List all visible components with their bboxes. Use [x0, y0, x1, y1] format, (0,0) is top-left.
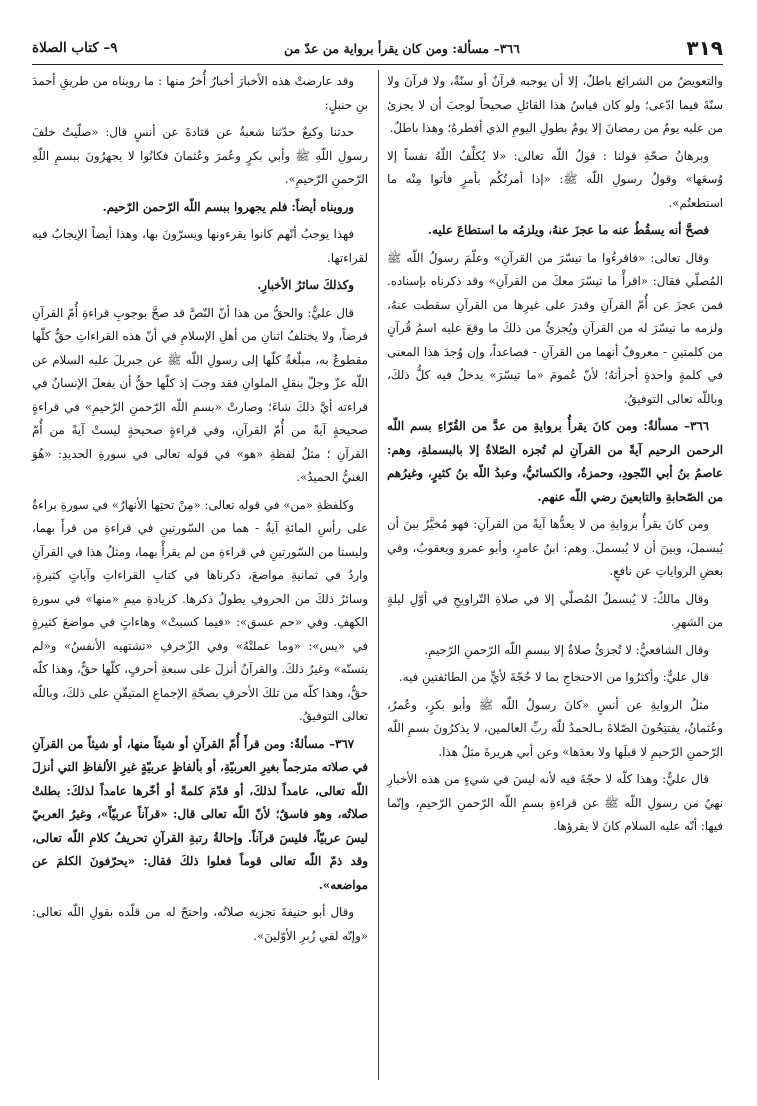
page-number: ٣١٩: [686, 36, 723, 60]
paragraph: وقال أبو حنيفةَ تجزيه صلاتُه، واحتجّ له من قلّده بقولِ اللّه تعالى: «وإنّه لفي زُبرِ الأوّلينَ».: [32, 905, 368, 943]
issue-heading-367: ٣٦٧– مسألةٌ: ومن قرأَ أُمّ القرآنِ أو شيئاً منها، أو شيئاً من القرآنِ في صلاته مترجماً بغيرِ العربيّةِ، أو بألفاظٍ عربيّةٍ غيرِ الألفاظِ التي أنزلَ اللّه تعالى، عامداً لذلكَ، أو قدّمَ كلمةً أو أخّرها عامداً لذلكَ: بطلتْ صلاتُه، وهو فاسقٌ؛ لأنّ اللّه تعالى قال: «قرآناً عربيّاً»، وغيرُ العربيّ ليسَ عربيّاً، فليسَ قرآناً. وإحالةُ رتبةِ القرآنِ تحريفُ كلامِ اللّه تعالى، وقد ذمّ اللّه تعالى قوماً فعلوا ذلكَ فقال: «يحرّفونَ الكلمَ عن مواضعه».: [32, 736, 368, 892]
paragraph: وقال مالكٌ: لا يُبسملُ المُصلّي إلا في صلاةِ التّراويحِ في أوّلِ ليلةٍ من الشهرِ.: [387, 591, 723, 629]
paragraph: وقد عارضتْ هذه الأخبارَ أخبارٌ أُخرُ منها : ما رويناه من طريقِ أحمدَ بنِ حنبلٍ:: [32, 74, 368, 112]
paragraph: فصحَّ أنه يسقُطُ عنه ما عجزَ عنهُ، ويلزمُه ما استطاعَ عليه.: [427, 223, 709, 237]
paragraph: قال عليٌّ: وأكثرُوا من الاحتجاجِ بما لا حُجّةَ لأيٍّ من الطائفتينِ فيه.: [398, 670, 709, 684]
paragraph: وكذلكَ سائرُ الأخبارِ.: [257, 278, 354, 292]
column-divider: [378, 70, 379, 1080]
paragraph: وقال تعالى: «فاقرءُوا ما تيسّرَ من القرآنِ» وعلّمَ رسولُ اللّه ﷺ المُصلّي فقال: «اقرأْ ما تيسّرَ معكَ من القرآنِ» وقد ذكرناه بإسناده. فمن عجزَ عن أُمّ القرآنِ وقدرَ على غيرِها من القرآنِ سقطت عنهُ، ولزمه ما تيسّرَ له من القرآنِ ويُجزئُ من ذلكَ ما وقعَ عليه اسمُ قُرآنٍ من كلمتينِ - معروفٌ أنهما من القرآنِ - فصاعداً، وإن وُجدَ هذا المعنى في كلمةٍ واحدةٍ أجزأتهُ؛ لأنّ عُمومَ «ما تيسّرَ» يدخلُ فيه كلُّ ذلكَ، وباللّه تعالى التوفيقُ.: [387, 250, 723, 406]
page-header: [32, 34, 723, 62]
running-title: ٣٦٦– مسألة: ومن كان يقرأ برواية من عدّ من: [283, 40, 520, 56]
paragraph: ورويناه أيضاً: فلم يجهروا ببسم اللّه الرّحمن الرّحيم.: [102, 199, 354, 214]
paragraph: والتعويضُ من الشرائع باطلٌ، إلا أن يوجبه قرآنٌ أو سنّةٌ، ولا قرآنَ ولا سنّةَ فيما ادّعى؛ ولو كان قياسُ هذا القائلِ صحيحاً لوجبَ أن لا يجزئ من عليه يومٌ من رمضانَ إلا يومٌ بطولِ اليومِ الذي أفطرهُ؛ وهذا باطلٌ.: [387, 74, 723, 135]
paragraph: قال عليٌّ: وهذا كلّه لا حجّةَ فيه لأنه ليسَ في شيءٍ من هذه الأخبارِ نهيٌ من رسولِ اللّه ﷺ عن قراءةِ بسمِ اللّه الرّحمنِ الرّحيمِ، وإنّما فيها: أنّه عليه السلام كانَ لا يقرؤها.: [387, 772, 723, 833]
paragraph: وقال الشافعيُّ: لا تُجزئُ صلاةٌ إلا ببسمِ اللّه الرّحمنِ الرّحيمِ.: [424, 642, 709, 657]
chapter-title: ٩– كتاب الصلاة: [32, 40, 118, 56]
paragraph: وبرهانُ صحّةِ قولنا : قولُ اللّه تعالى: «لا يُكلِّفُ اللّهُ نفساً إلا وُسعَها» وقولُ رسولِ اللّه ﷺ: «إذا أمرتُكُم بأمرٍ فأتوا مِنْه ما استطعتُم».: [387, 148, 723, 210]
paragraph: مثلُ الروايةِ عن أنسٍ «كانَ رسولُ اللّه ﷺ وأبو بكرٍ، وعُمرُ، وعُثمانُ، يفتتِحُونَ الصّلاةَ بـالحمدُ للّه ربِّ العالمين، لا يذكرُونَ بسمِ اللّه الرّحمنِ الرّحيمِ لا قبلَها ولا بعدَها» وعن أبي هريرةَ مثلُ هذا.: [387, 697, 723, 759]
right-column: [387, 70, 723, 843]
paragraph: وكلفظةِ «من» في قوله تعالى: «مِنْ تحتِها الأنهارُ» في سورةِ براءةٌ على رأسِ المائةِ آيةٌ - هما من السّورتينِ في قراءةِ من قرأَ بهما، وليستا من السّورتينِ في قراءةِ من لم يقرأْ بهما، ومثلُ هذا في القرآنِ واردٌ في ثمانيةِ مواضعَ، ذكرناها في كتابِ القراءاتِ وآياتٍ كثيرةٍ، وسائرُ ذلكَ من الحروفِ يطولُ ذكرها. كزيادةِ ميمِ «منها» في سورةِ الكهفِ. وفي «حم عسق»: «فيما كسبتْ» وهاءاتٍ في مواضعَ كثيرةٍ في «يس»: «وما عملتْهُ» وفي الزّخرفِ «تشتهيه الأنفسُ» و«لم يتسنّه» وغيرُ ذلكَ. والقرآنُ أنزلَ على سبعةِ أحرفٍ، كلّها حقٌّ، وهذا كلّه حقٌّ، وهذا كلّه من تلكَ الأحرفِ بصحّةِ الإجماعِ المتيقّنِ على ذلكَ، وباللّه تعالى التوفيقُ.: [32, 497, 368, 723]
header-rule: [32, 64, 723, 65]
paragraph: قال عليٌّ: والحقُّ من هذا أنّ النّصَّ قد صحَّ بوجوبِ قراءةِ أُمّ القرآنِ فرضاً، ولا يختلفُ اثنانِ من أهلِ الإسلامِ في أنّ هذه القراءاتِ حقٌّ كلّها مقطوعٌ به، مبلّغةٌ كلّها إلى رسولِ اللّه ﷺ عن جبريلَ عليه السلام عن اللّه عزّ وجلّ بنقلِ الملوانِ فقد وجبَ إذ كلّها حقٌّ أن يفعلَ الإنسانُ في قراءته أيَّ ذلكَ شاءَ؛ وصارتْ «بسمِ اللّه الرّحمنِ الرّحيمِ» في قراءةٍ صحيحةٍ آيةً من أُمّ القرآنِ، وفي قراءةٍ صحيحةٍ ليستْ آيةً من أُمّ القرآنِ ؛ مثلُ لفظةِ «هو» في قوله تعالى في سورةِ الحديدِ: «هُوَ الغنيُّ الحميدُ».: [32, 305, 368, 484]
paragraph: ومن كانَ يقرأُ بروايةِ من لا يعدُّها آيةً من القرآنِ: فهو مُخيَّرٌ بينَ أن يُبسملَ، وبينَ أن لا يُبسملَ. وهم: ابنُ عامرٍ، وأبو عمرو ويعقوبُ، وفي بعضِ الرواياتِ عن نافعٍ.: [387, 517, 723, 578]
paragraph: حدثنا وكيعٌ حدّثنا شعبةُ عن قتادةَ عن أنسٍ قال: «صلّيتُ خلفَ رسولِ اللّهِ ﷺ وأبي بكرٍ وعُمرَ وعُثمانَ فكانُوا لا يجهرُونَ ببسمِ اللّهِ الرّحمنِ الرّحيمِ».: [32, 125, 368, 186]
issue-heading-366: ٣٦٦– مسألةٌ: ومن كانَ يقرأُ بروايةِ من عدَّ من القُرّاءِ بسم اللّه الرحمن الرحيم آيةً من القرآنِ لم تُجزه الصّلاةُ إلا بالبسملةِ، وهم: عاصمُ بنُ أبي النّجودِ، وحمزةُ، والكسائيُّ، وعبدُ اللّه بنُ كثيرٍ، وغيرُهم من الصّحابةِ والتابعينَ رضي اللّه عنهم.: [387, 419, 723, 504]
left-column: [32, 70, 368, 952]
paragraph: فهذا يوجبُ أنّهم كانوا يقرءونها ويسرّونَ بها، وهذا أيضاً الإيجابُ فيه لقراءتها.: [32, 227, 368, 265]
